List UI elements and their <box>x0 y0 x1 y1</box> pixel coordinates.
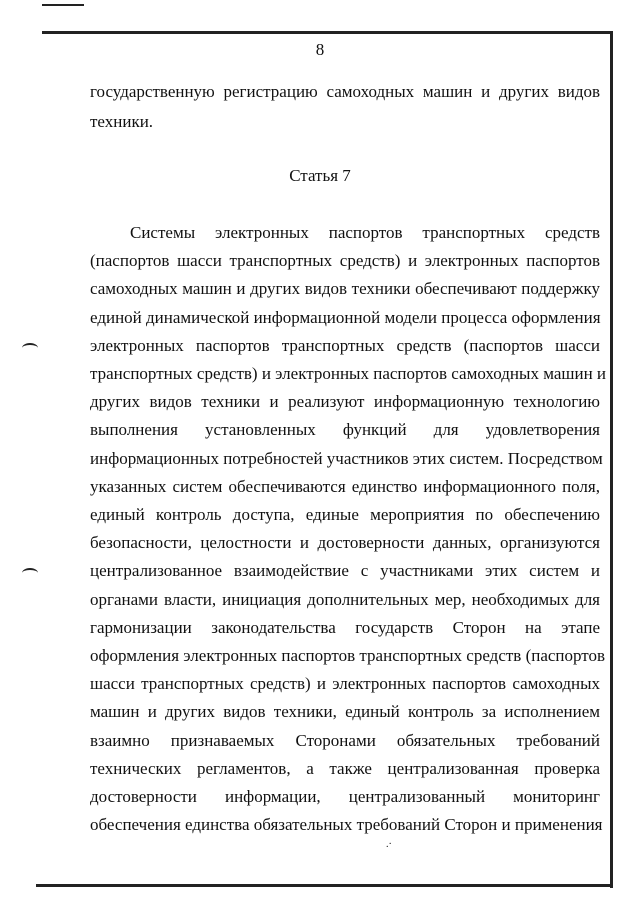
page-border-bottom <box>36 884 613 887</box>
text-line: гармонизации законодательства государств Сторон на этапе <box>90 617 600 637</box>
binding-mark <box>22 343 38 353</box>
text-line: взаимно признаваемых Сторонами обязательных требований <box>90 730 600 750</box>
page-border-top <box>42 31 613 34</box>
page-border-right <box>610 31 613 888</box>
text-line: транспортных средств) и электронных паспортов самоходных машин и <box>90 364 607 383</box>
text-line: единой динамической информационной модели процесса оформления <box>90 307 601 327</box>
text-line: других видов техники и реализуют информационную технологию <box>90 392 600 412</box>
text-line: оформления электронных паспортов транспортных средств (паспортов <box>90 646 606 665</box>
text-line: обеспечения единства обязательных требований Сторон и применения <box>90 815 603 835</box>
text-line: машин и других видов техники, единый контроль за исполнением <box>90 702 600 722</box>
text-line: информационных потребностей участников этих систем. Посредством <box>90 448 603 468</box>
text-line: государственную регистрацию самоходных машин и других видов <box>90 82 600 101</box>
text-line: централизованное взаимодействие с участниками этих систем и <box>90 561 600 581</box>
text-line: технических регламентов, а также централизованная проверка <box>90 758 600 778</box>
text-line: техники. <box>90 112 154 131</box>
scan-mark <box>42 4 84 6</box>
text-line: достоверности информации, централизованный мониторинг <box>90 787 600 806</box>
text-line: самоходных машин и других видов техники обеспечивают поддержку <box>90 279 600 299</box>
text-line: выполнения установленных функций для удовлетворения <box>90 420 600 440</box>
text-line: электронных паспортов транспортных средств (паспортов шасси <box>90 335 600 355</box>
text-line: единый контроль доступа, единые мероприятия по обеспечению <box>90 505 600 524</box>
text-line: указанных систем обеспечиваются единство информационного поля, <box>90 476 600 496</box>
text-line: органами власти, инициация дополнительных мер, необходимых для <box>90 589 600 609</box>
text-line: шасси транспортных средств) и электронных паспортов самоходных <box>90 674 600 694</box>
text-line: (паспортов шасси транспортных средств) и электронных паспортов <box>90 251 600 271</box>
text-line: Системы электронных паспортов транспортных средств <box>130 223 600 242</box>
text-line: безопасности, целостности и достоверности данных, организуются <box>90 533 600 553</box>
article-heading: Статья 7 <box>289 166 351 185</box>
page-number: 8 <box>315 40 325 59</box>
binding-mark <box>22 568 38 578</box>
scan-speck: .· <box>386 839 392 850</box>
